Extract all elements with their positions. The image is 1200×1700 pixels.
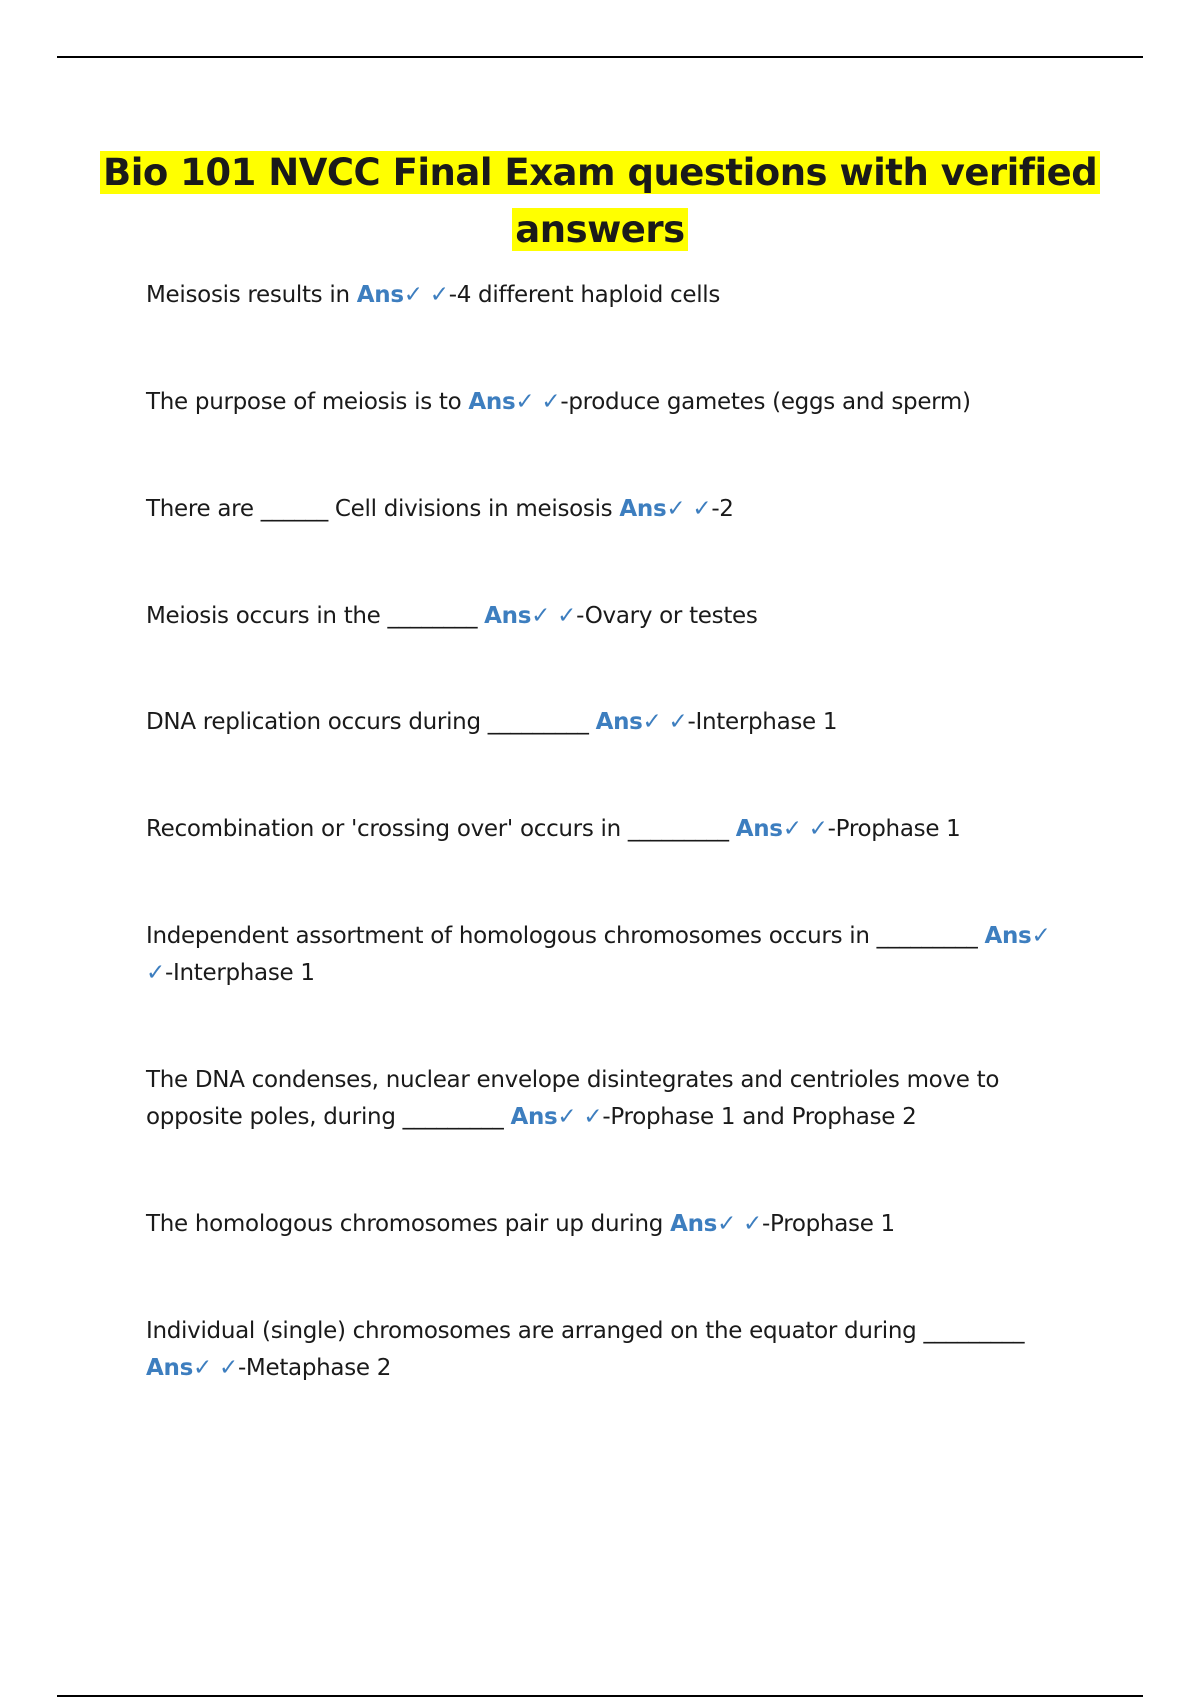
check-icon: ✓ ✓	[403, 282, 449, 308]
check-icon: ✓ ✓	[515, 389, 561, 415]
check-icon: ✓ ✓	[717, 1211, 763, 1237]
answer-text: -Metaphase 2	[237, 1355, 392, 1381]
qa-item	[146, 1206, 1066, 1243]
question-text: Meiosis occurs in the ________	[146, 603, 478, 629]
question-text: The homologous chromosomes pair up during	[146, 1211, 664, 1237]
question-text: Individual (single) chromosomes are arranged on the equator during _________	[146, 1318, 1025, 1344]
document-title	[100, 144, 1100, 258]
bottom-rule	[57, 1695, 1143, 1697]
check-icon: ✓ ✓	[557, 1104, 603, 1130]
qa-item	[146, 277, 1066, 314]
check-icon: ✓ ✓	[146, 923, 1051, 986]
qa-item	[146, 918, 1066, 992]
question-text: Recombination or 'crossing over' occurs in _________	[146, 816, 729, 842]
check-icon: ✓ ✓	[192, 1355, 238, 1381]
answer-text: -4 different haploid cells	[448, 282, 721, 308]
answer-text: -2	[711, 496, 734, 522]
question-text: DNA replication occurs during _________	[146, 709, 589, 735]
top-rule	[57, 56, 1143, 58]
question-text: The DNA condenses, nuclear envelope disintegrates and centrioles move to opposite poles, during _________	[146, 1067, 1000, 1130]
question-text: There are ______ Cell divisions in meisosis	[146, 496, 613, 522]
answer-marker: Ans	[595, 709, 643, 735]
check-icon: ✓ ✓	[782, 816, 828, 842]
question-text: Meisosis results in	[146, 282, 350, 308]
qa-item	[146, 1313, 1066, 1387]
answer-marker: Ans	[619, 496, 667, 522]
question-text: The purpose of meiosis is to	[146, 389, 462, 415]
answer-marker: Ans	[735, 816, 783, 842]
answer-marker: Ans	[146, 1355, 193, 1381]
answer-marker: Ans	[670, 1211, 718, 1237]
qa-item	[146, 811, 1066, 848]
answer-text: -Prophase 1	[827, 816, 961, 842]
answer-marker: Ans	[468, 389, 516, 415]
document-title-text: Bio 101 NVCC Final Exam questions with verified answers	[100, 151, 1100, 251]
answer-text: -Ovary or testes	[576, 603, 758, 629]
answer-marker: Ans	[984, 923, 1032, 949]
answer-text: -Interphase 1	[687, 709, 838, 735]
answer-text: -Interphase 1	[164, 960, 315, 986]
answer-text: -produce gametes (eggs and sperm)	[560, 389, 971, 415]
qa-item	[146, 491, 1066, 528]
qa-item	[146, 384, 1066, 421]
answer-marker: Ans	[356, 282, 404, 308]
qa-item	[146, 1062, 1066, 1136]
answer-text: -Prophase 1 and Prophase 2	[602, 1104, 917, 1130]
check-icon: ✓ ✓	[666, 496, 712, 522]
qa-item	[146, 704, 1066, 741]
check-icon: ✓ ✓	[642, 709, 688, 735]
qa-item	[146, 598, 1066, 635]
answer-marker: Ans	[484, 603, 532, 629]
question-text: Independent assortment of homologous chromosomes occurs in _________	[146, 923, 978, 949]
answer-text: -Prophase 1	[762, 1211, 895, 1237]
check-icon: ✓ ✓	[531, 603, 577, 629]
answer-marker: Ans	[510, 1104, 558, 1130]
